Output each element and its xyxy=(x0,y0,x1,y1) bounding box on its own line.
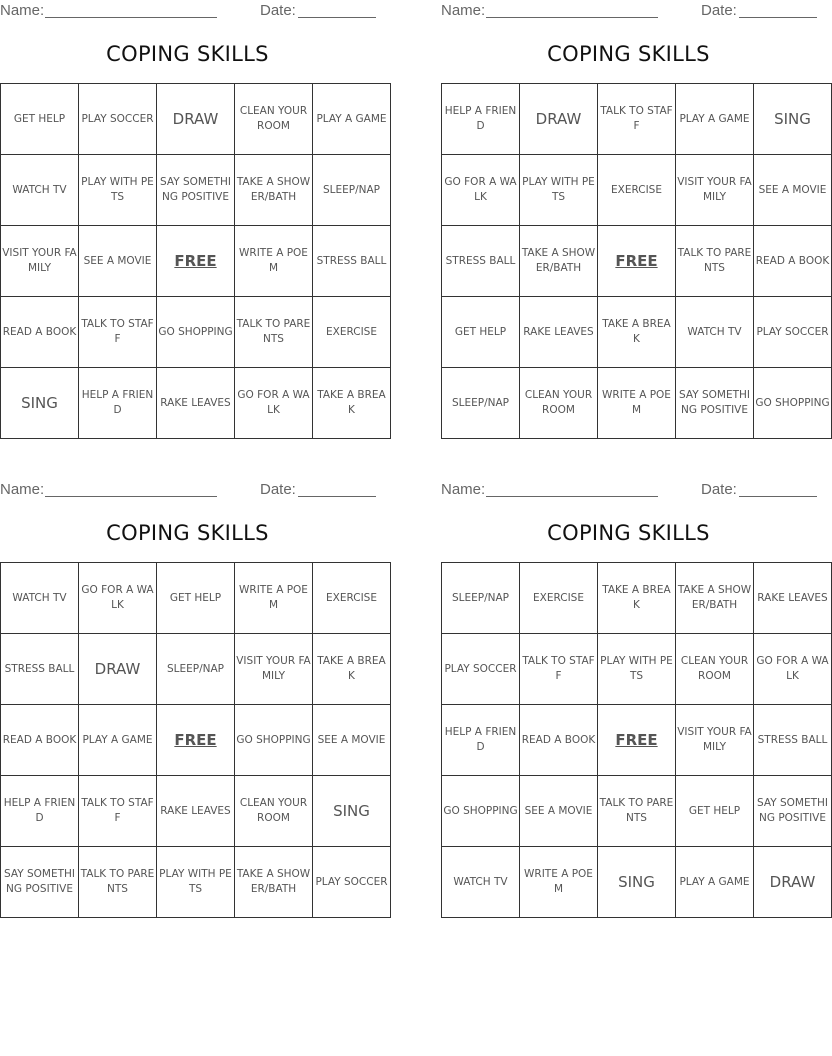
bingo-cell: SING xyxy=(598,847,676,918)
bingo-cell: SLEEP/NAP xyxy=(442,563,520,634)
bingo-cell: TAKE A BREAK xyxy=(598,297,676,368)
bingo-cell: SLEEP/NAP xyxy=(157,634,235,705)
bingo-cell: SLEEP/NAP xyxy=(442,368,520,439)
bingo-cell: TALK TO STAFF xyxy=(520,634,598,705)
bingo-cell: TAKE A BREAK xyxy=(598,563,676,634)
bingo-cell: CLEAN YOUR ROOM xyxy=(235,84,313,155)
bingo-grid xyxy=(0,83,391,439)
bingo-cell: SAY SOMETHING POSITIVE xyxy=(157,155,235,226)
bingo-cell: EXERCISE xyxy=(313,297,391,368)
date-label: Date: xyxy=(701,2,737,19)
bingo-cell: TALK TO PARENTS xyxy=(79,847,157,918)
bingo-cell: GET HELP xyxy=(157,563,235,634)
bingo-cell: PLAY A GAME xyxy=(79,705,157,776)
grid-row xyxy=(442,368,832,439)
bingo-cell: SAY SOMETHING POSITIVE xyxy=(676,368,754,439)
bingo-cell: WRITE A POEM xyxy=(235,563,313,634)
name-label: Name: xyxy=(441,481,486,498)
bingo-cell: GET HELP xyxy=(442,297,520,368)
bingo-cell: CLEAN YOUR ROOM xyxy=(235,776,313,847)
bingo-cell: CLEAN YOUR ROOM xyxy=(676,634,754,705)
bingo-cell: DRAW xyxy=(754,847,832,918)
bingo-cell: DRAW xyxy=(520,84,598,155)
name-blank xyxy=(486,17,658,18)
bingo-cell: TALK TO STAFF xyxy=(79,297,157,368)
bingo-cell: PLAY A GAME xyxy=(676,84,754,155)
bingo-cell: READ A BOOK xyxy=(754,226,832,297)
grid-row xyxy=(442,634,832,705)
grid-row xyxy=(442,155,832,226)
free-space-cell: FREE xyxy=(598,226,676,297)
bingo-cell: TAKE A SHOWER/BATH xyxy=(235,847,313,918)
bingo-cell: GET HELP xyxy=(1,84,79,155)
date-blank xyxy=(298,17,376,18)
bingo-cell: PLAY A GAME xyxy=(313,84,391,155)
grid-row xyxy=(1,84,391,155)
name-blank xyxy=(45,17,217,18)
name-label: Name: xyxy=(0,2,45,19)
bingo-cell: DRAW xyxy=(79,634,157,705)
grid-row xyxy=(442,847,832,918)
bingo-cell: SEE A MOVIE xyxy=(313,705,391,776)
bingo-cell: WATCH TV xyxy=(442,847,520,918)
bingo-cell: RAKE LEAVES xyxy=(157,368,235,439)
bingo-cell: SING xyxy=(754,84,832,155)
grid-row xyxy=(1,155,391,226)
bingo-cell: GET HELP xyxy=(676,776,754,847)
card-title: COPING SKILLS xyxy=(547,42,710,66)
bingo-card-1 xyxy=(0,0,387,440)
bingo-cell: TAKE A BREAK xyxy=(313,368,391,439)
grid-row xyxy=(442,776,832,847)
bingo-cell: EXERCISE xyxy=(313,563,391,634)
grid-row xyxy=(1,368,391,439)
bingo-card-2 xyxy=(441,0,830,440)
bingo-cell: SLEEP/NAP xyxy=(313,155,391,226)
bingo-cell: WRITE A POEM xyxy=(235,226,313,297)
bingo-cell: DRAW xyxy=(157,84,235,155)
name-date-line xyxy=(441,0,816,20)
date-blank xyxy=(298,496,376,497)
bingo-cell: TALK TO PARENTS xyxy=(676,226,754,297)
bingo-cell: HELP A FRIEND xyxy=(79,368,157,439)
name-date-line xyxy=(0,0,375,20)
bingo-card-3 xyxy=(0,479,388,919)
bingo-cell: PLAY SOCCER xyxy=(442,634,520,705)
bingo-cell: TALK TO PARENTS xyxy=(598,776,676,847)
name-date-line xyxy=(0,479,375,499)
date-label: Date: xyxy=(260,2,296,19)
grid-row xyxy=(442,226,832,297)
bingo-cell: SEE A MOVIE xyxy=(79,226,157,297)
bingo-cell: PLAY WITH PETS xyxy=(520,155,598,226)
bingo-cell: EXERCISE xyxy=(598,155,676,226)
bingo-cell: WRITE A POEM xyxy=(598,368,676,439)
date-label: Date: xyxy=(701,481,737,498)
bingo-cell: HELP A FRIEND xyxy=(442,84,520,155)
bingo-cell: PLAY SOCCER xyxy=(79,84,157,155)
bingo-cell: SAY SOMETHING POSITIVE xyxy=(1,847,79,918)
bingo-cell: PLAY A GAME xyxy=(676,847,754,918)
card-title: COPING SKILLS xyxy=(106,521,269,545)
bingo-cell: VISIT YOUR FAMILY xyxy=(676,705,754,776)
bingo-cell: TAKE A SHOWER/BATH xyxy=(520,226,598,297)
bingo-cell: STRESS BALL xyxy=(1,634,79,705)
grid-row xyxy=(1,634,391,705)
grid-row xyxy=(442,297,832,368)
bingo-cell: PLAY SOCCER xyxy=(313,847,391,918)
bingo-cell: STRESS BALL xyxy=(313,226,391,297)
bingo-cell: GO SHOPPING xyxy=(442,776,520,847)
bingo-cell: READ A BOOK xyxy=(520,705,598,776)
bingo-cell: EXERCISE xyxy=(520,563,598,634)
bingo-cell: GO FOR A WALK xyxy=(235,368,313,439)
bingo-cell: SING xyxy=(313,776,391,847)
grid-row xyxy=(442,705,832,776)
card-title: COPING SKILLS xyxy=(547,521,710,545)
grid-row xyxy=(1,847,391,918)
bingo-cell: SING xyxy=(1,368,79,439)
bingo-cell: GO SHOPPING xyxy=(157,297,235,368)
bingo-cell: TAKE A SHOWER/BATH xyxy=(676,563,754,634)
bingo-cell: HELP A FRIEND xyxy=(1,776,79,847)
bingo-cell: GO SHOPPING xyxy=(235,705,313,776)
bingo-cell: WATCH TV xyxy=(1,563,79,634)
free-space-cell: FREE xyxy=(598,705,676,776)
bingo-cell: SAY SOMETHING POSITIVE xyxy=(754,776,832,847)
bingo-cell: STRESS BALL xyxy=(442,226,520,297)
name-blank xyxy=(486,496,658,497)
free-space-cell: FREE xyxy=(157,226,235,297)
name-date-line xyxy=(441,479,816,499)
bingo-grid xyxy=(0,562,391,918)
bingo-cell: PLAY WITH PETS xyxy=(157,847,235,918)
bingo-cell: TAKE A BREAK xyxy=(313,634,391,705)
bingo-cell: RAKE LEAVES xyxy=(520,297,598,368)
bingo-cell: HELP A FRIEND xyxy=(442,705,520,776)
bingo-cell: READ A BOOK xyxy=(1,297,79,368)
name-blank xyxy=(45,496,217,497)
bingo-cell: TAKE A SHOWER/BATH xyxy=(235,155,313,226)
bingo-cell: GO FOR A WALK xyxy=(442,155,520,226)
bingo-cell: VISIT YOUR FAMILY xyxy=(235,634,313,705)
bingo-cell: PLAY SOCCER xyxy=(754,297,832,368)
grid-row xyxy=(442,84,832,155)
bingo-cell: TALK TO STAFF xyxy=(598,84,676,155)
bingo-grid xyxy=(441,83,832,439)
bingo-cell: VISIT YOUR FAMILY xyxy=(676,155,754,226)
free-space-cell: FREE xyxy=(157,705,235,776)
name-label: Name: xyxy=(0,481,45,498)
bingo-cell: TALK TO PARENTS xyxy=(235,297,313,368)
bingo-cell: RAKE LEAVES xyxy=(157,776,235,847)
grid-row xyxy=(1,776,391,847)
name-label: Name: xyxy=(441,2,486,19)
bingo-card-4 xyxy=(441,479,829,919)
bingo-cell: WATCH TV xyxy=(676,297,754,368)
bingo-cell: SEE A MOVIE xyxy=(520,776,598,847)
card-title: COPING SKILLS xyxy=(106,42,269,66)
bingo-cell: PLAY WITH PETS xyxy=(79,155,157,226)
bingo-cell: READ A BOOK xyxy=(1,705,79,776)
grid-row xyxy=(1,226,391,297)
grid-row xyxy=(1,563,391,634)
bingo-cell: VISIT YOUR FAMILY xyxy=(1,226,79,297)
date-blank xyxy=(739,496,817,497)
bingo-cell: WRITE A POEM xyxy=(520,847,598,918)
bingo-cell: GO SHOPPING xyxy=(754,368,832,439)
date-blank xyxy=(739,17,817,18)
bingo-cell: RAKE LEAVES xyxy=(754,563,832,634)
bingo-grid xyxy=(441,562,832,918)
bingo-cell: GO FOR A WALK xyxy=(754,634,832,705)
date-label: Date: xyxy=(260,481,296,498)
bingo-cell: STRESS BALL xyxy=(754,705,832,776)
bingo-cell: TALK TO STAFF xyxy=(79,776,157,847)
bingo-cell: CLEAN YOUR ROOM xyxy=(520,368,598,439)
bingo-cell: SEE A MOVIE xyxy=(754,155,832,226)
bingo-cell: PLAY WITH PETS xyxy=(598,634,676,705)
bingo-cell: WATCH TV xyxy=(1,155,79,226)
grid-row xyxy=(1,297,391,368)
grid-row xyxy=(442,563,832,634)
bingo-cell: GO FOR A WALK xyxy=(79,563,157,634)
grid-row xyxy=(1,705,391,776)
